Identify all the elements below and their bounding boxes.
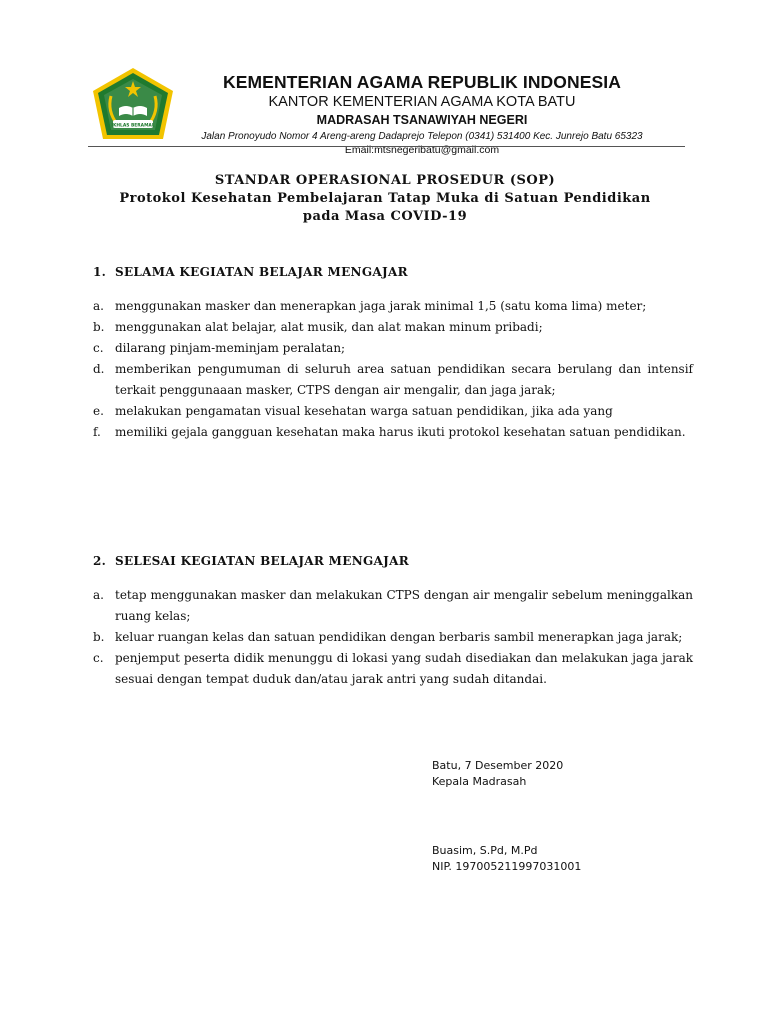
item-text: memiliki gejala gangguan kesehatan maka harus ikuti protokol kesehatan satuan pendidikan. xyxy=(115,425,686,439)
section-heading-text: SELAMA KEGIATAN BELAJAR MENGAJAR xyxy=(115,265,408,279)
signature-place-date: Batu, 7 Desember 2020 xyxy=(432,759,564,772)
school-address: Jalan Pronoyudo Nomor 4 Areng-areng Dadaprejo Telepon (0341) 531400 Kec. Junrejo Batu 65323 xyxy=(201,131,643,142)
kemenag-logo-icon xyxy=(89,66,177,143)
list-item xyxy=(93,296,693,317)
item-text: memberikan pengumuman di seluruh area satuan pendidikan secara berulang dan intensif terkait penggunaaan masker, CTPS dengan air mengalir, dan jaga jarak; xyxy=(115,362,693,397)
item-text: dilarang pinjam-meminjam peralatan; xyxy=(115,341,346,355)
item-letter: c. xyxy=(93,651,104,665)
item-letter: d. xyxy=(93,362,105,376)
item-letter: b. xyxy=(93,320,105,334)
list-item xyxy=(93,648,693,690)
list-item xyxy=(93,359,693,401)
section-after-learning xyxy=(93,551,693,690)
section-during-learning xyxy=(93,262,693,443)
list-item xyxy=(93,401,693,422)
section-number: 1. xyxy=(93,265,107,279)
item-text: penjemput peserta didik menunggu di lokasi yang sudah disediakan dan melakukan jaga jarak sesuai dengan tempat duduk dan/atau jarak antri yang sudah ditandai. xyxy=(115,651,693,686)
section-heading-text: SELESAI KEGIATAN BELAJAR MENGAJAR xyxy=(115,554,409,568)
item-letter: a. xyxy=(93,299,104,313)
section-items xyxy=(93,585,693,690)
school-email: Email:mtsnegeribatu@gmail.com xyxy=(344,144,500,156)
item-letter: a. xyxy=(93,588,104,602)
signature-name: Buasim, S.Pd, M.Pd xyxy=(432,844,538,857)
item-letter: f. xyxy=(93,425,101,439)
item-text: keluar ruangan kelas dan satuan pendidikan dengan berbaris sambil menerapkan jaga jarak; xyxy=(115,630,683,644)
item-letter: c. xyxy=(93,341,104,355)
ministry-name: KEMENTERIAN AGAMA REPUBLIK INDONESIA xyxy=(222,72,621,92)
list-item xyxy=(93,338,693,359)
logo-banner-text: IKHLAS BERAMAL xyxy=(111,123,155,129)
office-name: KANTOR KEMENTERIAN AGAMA KOTA BATU xyxy=(268,94,576,110)
title-line-2: Protokol Kesehatan Pembelajaran Tatap Muka di Satuan Pendidikan xyxy=(119,191,651,206)
section-items xyxy=(93,296,693,443)
item-letter: e. xyxy=(93,404,104,418)
letterhead xyxy=(172,72,672,157)
document-title xyxy=(90,172,680,226)
school-name: MADRASAH TSANAWIYAH NEGERI xyxy=(316,113,528,127)
title-line-1: STANDAR OPERASIONAL PROSEDUR (SOP) xyxy=(214,173,556,188)
section-number: 2. xyxy=(93,554,107,568)
list-item xyxy=(93,317,693,338)
section-heading xyxy=(93,551,693,572)
item-text: tetap menggunakan masker dan melakukan CTPS dengan air mengalir sebelum meninggalkan ruang kelas; xyxy=(115,588,693,623)
item-text: melakukan pengamatan visual kesehatan warga satuan pendidikan, jika ada yang xyxy=(115,404,613,418)
section-heading xyxy=(93,262,693,283)
list-item xyxy=(93,585,693,627)
signature-position: Kepala Madrasah xyxy=(432,775,527,788)
title-line-3: pada Masa COVID-19 xyxy=(302,209,468,224)
item-text: menggunakan masker dan menerapkan jaga jarak minimal 1,5 (satu koma lima) meter; xyxy=(115,299,647,313)
letterhead-divider xyxy=(88,146,685,147)
list-item xyxy=(93,422,693,443)
signature-nip: NIP. 197005211997031001 xyxy=(432,860,582,873)
item-text: menggunakan alat belajar, alat musik, dan alat makan minum pribadi; xyxy=(115,320,543,334)
item-letter: b. xyxy=(93,630,105,644)
list-item xyxy=(93,627,693,648)
